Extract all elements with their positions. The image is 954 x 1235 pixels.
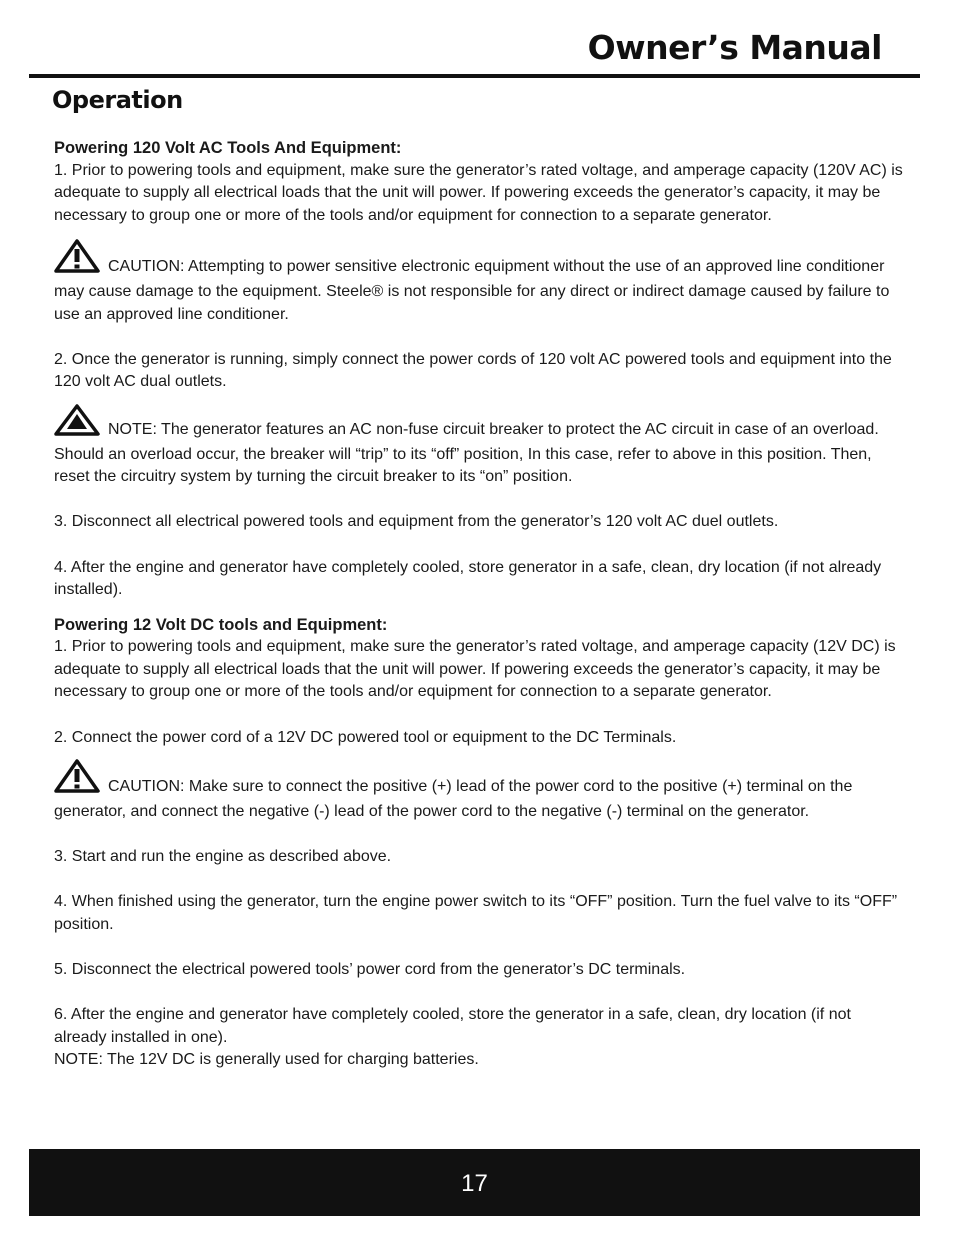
dc-caution-text: CAUTION: Make sure to connect the positive (+) lead of the power cord to the positive (+) terminal on the generator, and connect the negative (-) lead of the power cord to the negative (-) terminal on the generator. bbox=[54, 778, 853, 820]
warning-exclamation-icon bbox=[54, 759, 100, 801]
header-divider bbox=[29, 74, 920, 78]
ac-caution-text: CAUTION: Attempting to power sensitive electronic equipment without the use of an approved line conditioner may cause damage to the equipment. Steele® is not responsible for any direct or indirect damage caused by failure to use an approved line conditioner. bbox=[54, 258, 890, 323]
dc-step-3: 3. Start and run the engine as described above. bbox=[54, 848, 392, 866]
warning-exclamation-icon bbox=[54, 239, 100, 281]
dc-section-heading: Powering 12 Volt DC tools and Equipment: bbox=[54, 615, 388, 634]
page-number: 17 bbox=[461, 1170, 488, 1197]
section-title: Operation bbox=[52, 86, 183, 114]
dc-note: NOTE: The 12V DC is generally used for charging batteries. bbox=[54, 1051, 479, 1069]
ac-caution bbox=[54, 239, 904, 326]
ac-note bbox=[54, 404, 904, 489]
ac-section-heading: Powering 120 Volt AC Tools And Equipment: bbox=[54, 139, 402, 157]
dc-caution bbox=[54, 759, 904, 823]
footer-bar bbox=[29, 1149, 920, 1216]
ac-step-4: 4. After the engine and generator have completely cooled, store generator in a safe, clean, dry location (if not already installed). bbox=[54, 558, 882, 599]
dc-step-4: 4. When finished using the generator, turn the engine power switch to its “OFF” position. Turn the fuel valve to its “OFF” position. bbox=[54, 893, 898, 933]
manual-title: Owner’s Manual bbox=[587, 28, 882, 67]
dc-step-6: 6. After the engine and generator have completely cooled, store the generator in a safe, clean, dry location (if not already installed in one). bbox=[54, 1006, 851, 1046]
ac-note-text: NOTE: The generator features an AC non-fuse circuit breaker to protect the AC circuit in case of an overload. Should an overload occur, the breaker will “trip” to its “off” position, In this case, refer to above in this position. Then, reset the circuitry system by turning the circuit breaker to its “on” position. bbox=[54, 420, 879, 486]
warning-triangle-icon bbox=[54, 404, 100, 444]
dc-step-1: 1. Prior to powering tools and equipment, make sure the generator’s rated voltage, and amperage capacity (12V DC) is adequate to supply all electrical loads that the unit will power. If powering exceeds the generator’s capacity, it may be necessary to group one or more of the tools and/or equipment for connection to a separate generator. bbox=[54, 638, 896, 701]
dc-step-2: 2. Connect the power cord of a 12V DC powered tool or equipment to the DC Terminals. bbox=[54, 728, 677, 746]
ac-step-1: 1. Prior to powering tools and equipment, make sure the generator’s rated voltage, and amperage capacity (120V AC) is adequate to supply all electrical loads that the unit will power. If powering exceeds the generator’s capacity, it may be necessary to group one or more of the tools and/or equipment for connection to a separate generator. bbox=[54, 161, 903, 224]
page-content bbox=[54, 137, 904, 1072]
dc-step-5: 5. Disconnect the electrical powered tools’ power cord from the generator’s DC terminals. bbox=[54, 961, 686, 978]
ac-step-2: 2. Once the generator is running, simply connect the power cords of 120 volt AC powered tools and equipment into the 120 volt AC dual outlets. bbox=[54, 350, 892, 391]
ac-step-3: 3. Disconnect all electrical powered tools and equipment from the generator’s 120 volt AC duel outlets. bbox=[54, 513, 779, 531]
